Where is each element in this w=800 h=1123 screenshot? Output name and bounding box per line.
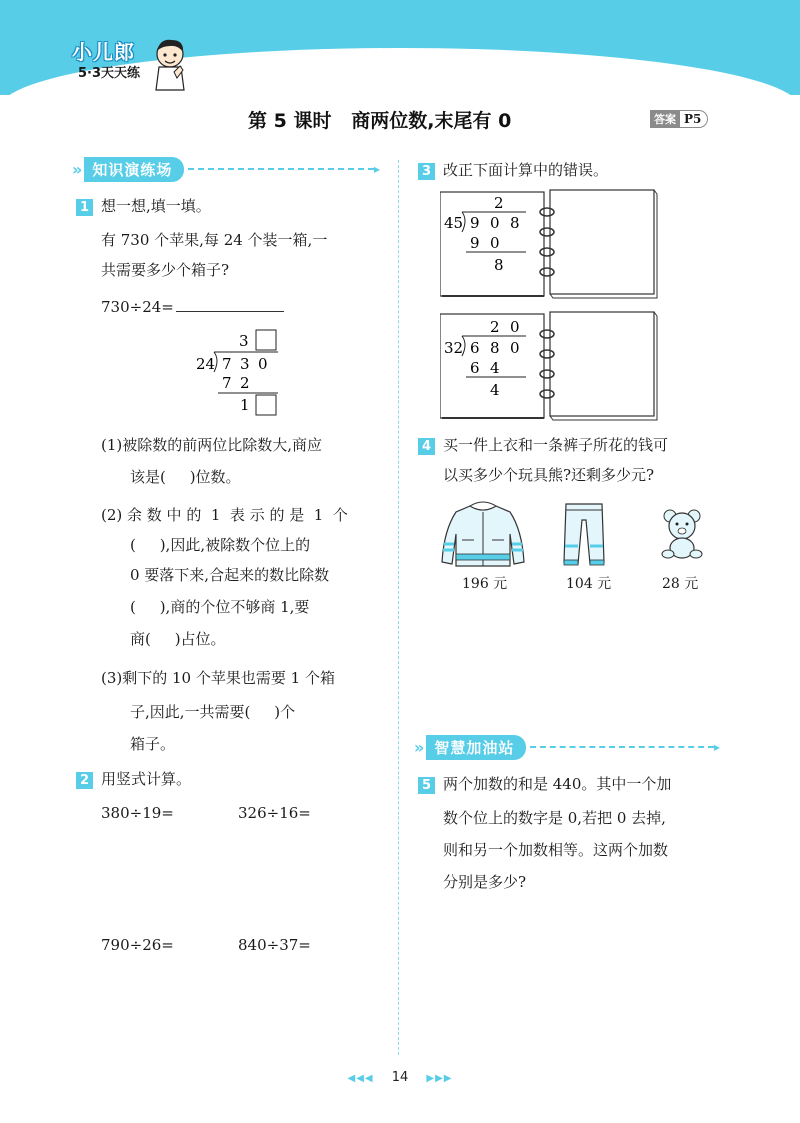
q4-title-line2: 以买多少个玩具熊?还剩多少元? [443, 466, 655, 484]
divisor: 45 [444, 214, 464, 232]
price-pants: 104 元 [566, 576, 612, 592]
q1-sub3-line1: (3)剩下的 10 个苹果也需要 1 个箱 [101, 669, 335, 687]
quotient-blank-box[interactable] [256, 330, 276, 350]
product-digit: 2 [240, 374, 250, 392]
q4-title-row [418, 430, 668, 460]
price-jacket: 196 元 [462, 576, 508, 592]
q5-line4: 分别是多少? [443, 873, 527, 891]
dividend-digit: 6 [470, 339, 480, 357]
q1-sub3-line2: 子,因此,一共需要( )个 [130, 703, 296, 721]
q1-sub3-line3: 箱子。 [130, 735, 176, 753]
brand-subtitle: 5·3天天练 [78, 66, 141, 81]
column-divider [398, 160, 399, 1055]
q5-line3: 则和另一个加数相等。这两个加数 [443, 841, 669, 859]
answer-label: 答案 [650, 110, 680, 128]
product-digit: 9 [470, 234, 480, 252]
banner-tip-icon: ▸ [713, 740, 720, 754]
page-number: 14 [391, 1070, 409, 1085]
dividend-digit: 8 [490, 339, 500, 357]
product-digit: 4 [490, 359, 500, 377]
dividend-digit: 8 [510, 214, 520, 232]
banner-dash [530, 746, 714, 748]
banner-tip-icon: ▸ [373, 162, 380, 176]
footer [0, 1070, 800, 1085]
notebook-calc-1 [440, 188, 658, 300]
notebook-calc-2 [440, 310, 658, 422]
q1-sub2-line4: ( ),商的个位不够商 1,要 [130, 598, 310, 616]
q5-line2: 数个位上的数字是 0,若把 0 去掉, [443, 809, 666, 827]
pants-icon [560, 500, 608, 570]
q1-long-division [190, 324, 290, 420]
dividend-digit: 0 [510, 339, 520, 357]
q1-equation: 730÷24= [101, 298, 174, 316]
divisor: 24 [196, 355, 216, 373]
q1-sub1-line2: 该是( )位数。 [130, 468, 241, 486]
q2-problem-1: 380÷19= [101, 804, 174, 822]
jacket-icon [440, 500, 526, 570]
prev-arrows-icon: ◀◀◀ [347, 1073, 374, 1084]
answer-blank[interactable] [176, 295, 284, 312]
remainder-digit: 1 [240, 396, 250, 414]
q1-title-row [76, 191, 211, 221]
dividend-digit: 3 [240, 355, 250, 373]
q1-sub2-line3: 0 要落下来,合起来的数比除数 [130, 566, 330, 584]
question-number: 2 [76, 772, 93, 789]
quotient-digit: 3 [239, 332, 249, 350]
q1-equation-row [101, 292, 284, 322]
dividend-digit: 0 [490, 214, 500, 232]
divisor: 32 [444, 339, 464, 357]
q2-problem-2: 326÷16= [238, 804, 311, 822]
section-title: 智慧加油站 [426, 735, 526, 760]
q3-title-row [418, 155, 608, 185]
quotient-digit: 2 [494, 194, 504, 212]
q1-sub2-line1: (2) 余 数 中 的 1 表 示 的 是 1 个 [101, 506, 348, 524]
banner-arrows-icon: » [414, 737, 425, 757]
section-banner-knowledge [72, 156, 380, 182]
product-digit: 7 [222, 374, 232, 392]
product-digit: 6 [470, 359, 480, 377]
question-number: 5 [418, 777, 435, 794]
section-banner-wisdom [414, 734, 720, 760]
quotient-digit: 0 [510, 318, 520, 336]
q1-prompt-line1: 有 730 个苹果,每 24 个装一箱,一 [101, 231, 328, 249]
q3-title: 改正下面计算中的错误。 [443, 161, 609, 179]
q5-row-1 [418, 769, 671, 799]
product-digit: 0 [490, 234, 500, 252]
section-title: 知识演练场 [84, 157, 184, 182]
remainder-digit: 4 [490, 381, 500, 399]
mascot-icon [150, 36, 190, 92]
q2-problem-3: 790÷26= [101, 936, 174, 954]
dividend-digit: 9 [470, 214, 480, 232]
q1-title: 想一想,填一填。 [101, 197, 211, 215]
q5-line1: 两个加数的和是 440。其中一个加 [443, 775, 672, 793]
dividend-digit: 0 [258, 355, 268, 373]
dividend-digit: 7 [222, 355, 232, 373]
teddy-bear-icon [660, 508, 704, 560]
q2-problem-4: 840÷37= [238, 936, 311, 954]
price-teddy-bear: 28 元 [662, 576, 699, 592]
q1-sub2-line5: 商( )占位。 [130, 630, 226, 648]
next-arrows-icon: ▶▶▶ [426, 1073, 453, 1084]
brand-title: 小儿郎 [72, 40, 135, 64]
remainder-blank-box[interactable] [256, 395, 276, 415]
question-number: 1 [76, 199, 93, 216]
banner-dash [188, 168, 374, 170]
remainder-digit: 8 [494, 256, 504, 274]
q1-sub1-line1: (1)被除数的前两位比除数大,商应 [101, 436, 323, 454]
question-number: 3 [418, 163, 435, 180]
answer-reference [650, 110, 708, 128]
q1-sub2-line2: ( ),因此,被除数个位上的 [130, 536, 311, 554]
q1-prompt-line2: 共需要多少个箱子? [101, 261, 230, 279]
banner-arrows-icon: » [72, 159, 83, 179]
q4-title-line1: 买一件上衣和一条裤子所花的钱可 [443, 436, 669, 454]
answer-page: P5 [680, 110, 708, 128]
q2-title-row [76, 764, 191, 794]
quotient-digit: 2 [490, 318, 500, 336]
q2-title: 用竖式计算。 [101, 770, 192, 788]
question-number: 4 [418, 438, 435, 455]
lesson-title: 第 5 课时 商两位数,末尾有 0 [248, 110, 512, 132]
